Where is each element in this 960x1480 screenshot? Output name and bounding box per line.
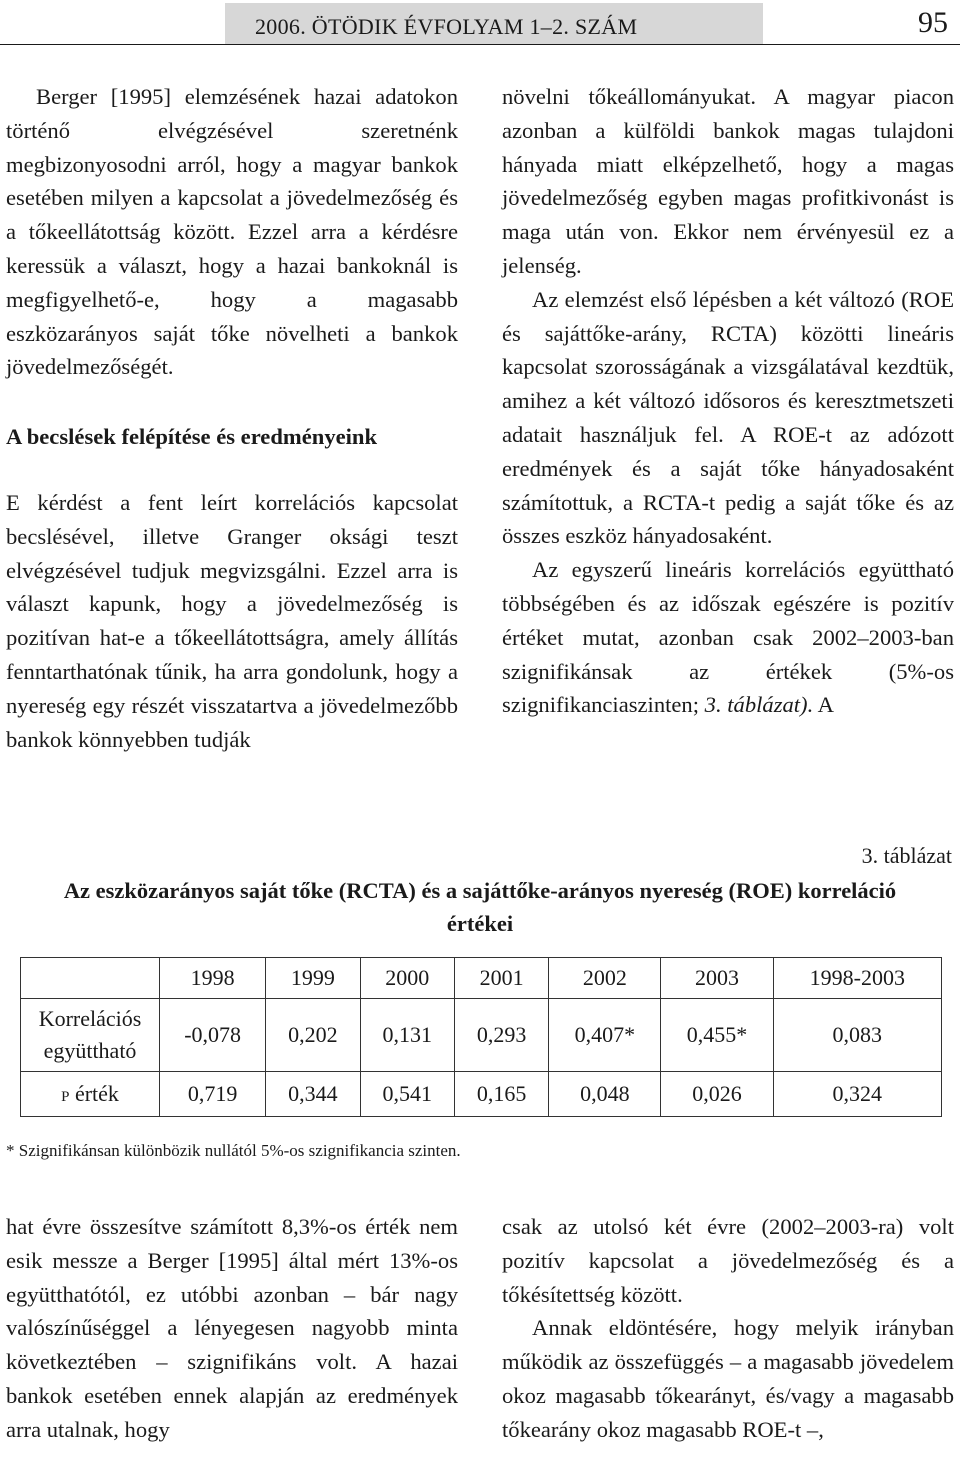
right-column-bottom [502,1210,954,1447]
coefficient-cell: 0,202 [266,999,360,1072]
right-column-top [502,80,954,722]
table-row [21,999,942,1072]
year-header: 2000 [360,958,454,999]
coefficient-cell: 0,407* [549,999,661,1072]
paragraph: E kérdést a fent leírt korrelációs kapcsolat becslésével, illetve Granger oksági teszt elvégzésével tudjuk megvizsgálni. Ezzel arra is választ kapunk, hogy a jövedelmezőség is pozitívan hat-e a tőkeellátottságra, amely állítás fenntarthatónak tűnik, ha arra gondolunk, hogy a nyereség egy részét visszatartva a jövedelmezőbb bankok könnyebben tudják [6,489,458,752]
table-row [21,1072,942,1117]
running-header [0,0,960,50]
paragraph-text: A [813,692,834,718]
p-label-text: érték [69,1081,119,1106]
coefficient-cell: -0,078 [160,999,266,1072]
paragraph: csak az utolsó két évre (2002–2003-ra) volt pozitív kapcsolat a jövedelmezőség és a tőkésítettség között. [502,1214,954,1307]
coefficient-cell: 0,293 [454,999,548,1072]
year-header: 2003 [661,958,773,999]
year-header: 2001 [454,958,548,999]
coefficient-cell: 0,131 [360,999,454,1072]
paragraph [502,553,954,722]
p-value-cell: 0,541 [360,1072,454,1117]
correlation-table [20,957,942,1117]
table-title: Az eszközarányos saját tőke (RCTA) és a sajáttőke-arányos nyereség (ROE) korreláció értékei [63,878,897,936]
year-header: 2002 [549,958,661,999]
table-header-row [21,958,942,999]
header-rule [0,44,960,45]
row-label-coefficient: Korrelációs együttható [21,999,160,1072]
coefficient-cell: 0,455* [661,999,773,1072]
table-label: 3. táblázat [861,843,952,868]
paragraph: Berger [1995] elemzésének hazai adatokon történő elvégzésével szeretnénk megbizonyosodni arról, hogy a magyar bankok esetében milyen a kapcsolat a jövedelmezőség és a tőkeellátottság között. Ezzel arra a kérdésre keressük a választ, hogy a hazai bankoknál is megfigyelhető-e, hogy a magasabb eszközarányos saját tőke növelheti a bankok jövedelmezőségét. [6,84,458,380]
p-value-cell: 0,048 [549,1072,661,1117]
paragraph: Az elemzést első lépésben a két változó (ROE és sajáttőke-arány, RCTA) közötti lineáris kapcsolat szorosságának a vizsgálatával kezdtük, amihez a két változó idősoros és keresztmetszeti adatait használjuk fel. A ROE-t az adózott eredmények és a saját tőke hányadosaként számítottuk, a RCTA-t pedig a saját tőke és az összes eszköz hányadosaként. [502,286,954,549]
journal-issue-title: 2006. ÖTÖDIK ÉVFOLYAM 1–2. SZÁM [255,14,638,39]
left-column-top [6,80,458,756]
section-heading: A becslések felépítése és eredményeink [6,424,378,450]
paragraph: Annak eldöntésére, hogy melyik irányban működik az összefüggés – a magasabb jövedelem okoz magasabb tőkearányt, és/vagy a magasabb tőkearány okoz magasabb ROE-t –, [502,1315,954,1442]
p-value-cell: 0,165 [454,1072,548,1117]
table-header-corner [21,958,160,999]
p-value-cell: 0,719 [160,1072,266,1117]
paragraph-text: Az egyszerű lineáris korrelációs együttható többségében és az időszak egészére is pozitív értéket mutat, azonban csak 2002–2003-ban szignifikánsak az értékek (5%-os szignifikanciaszinten; [502,557,954,718]
year-header: 1998 [160,958,266,999]
coefficient-cell: 0,083 [773,999,941,1072]
p-value-cell: 0,324 [773,1072,941,1117]
year-header: 1999 [266,958,360,999]
year-header: 1998-2003 [773,958,941,999]
paragraph: hat évre összesítve számított 8,3%-os érték nem esik messze a Berger [1995] által mért 13%-os együtthatótól, ez utóbbi azonban – bár nagy valószínűséggel a lényegesen nagyobb minta következtében – szignifikáns volt. A hazai bankok esetében ennek alapján az eredmények arra utalnak, hogy [6,1214,458,1442]
left-column-bottom [6,1210,458,1447]
table-reference: 3. táblázat). [704,692,814,718]
p-value-cell: 0,344 [266,1072,360,1117]
table-footnote: * Szignifikánsan különbözik nullától 5%-os szignifikancia szinten. [6,1141,461,1160]
row-label-p-value [21,1072,160,1117]
p-value-cell: 0,026 [661,1072,773,1117]
paragraph: növelni tőkeállományukat. A magyar piacon azonban a külföldi bankok magas tulajdoni hányada miatt elképzelhető, hogy a magas jövedelmezőség egyben magas profitkivonást is maga után von. Ekkor nem érvényesül ez a jelenség. [502,84,954,278]
p-letter: p [61,1081,70,1106]
page-number: 95 [918,6,948,39]
